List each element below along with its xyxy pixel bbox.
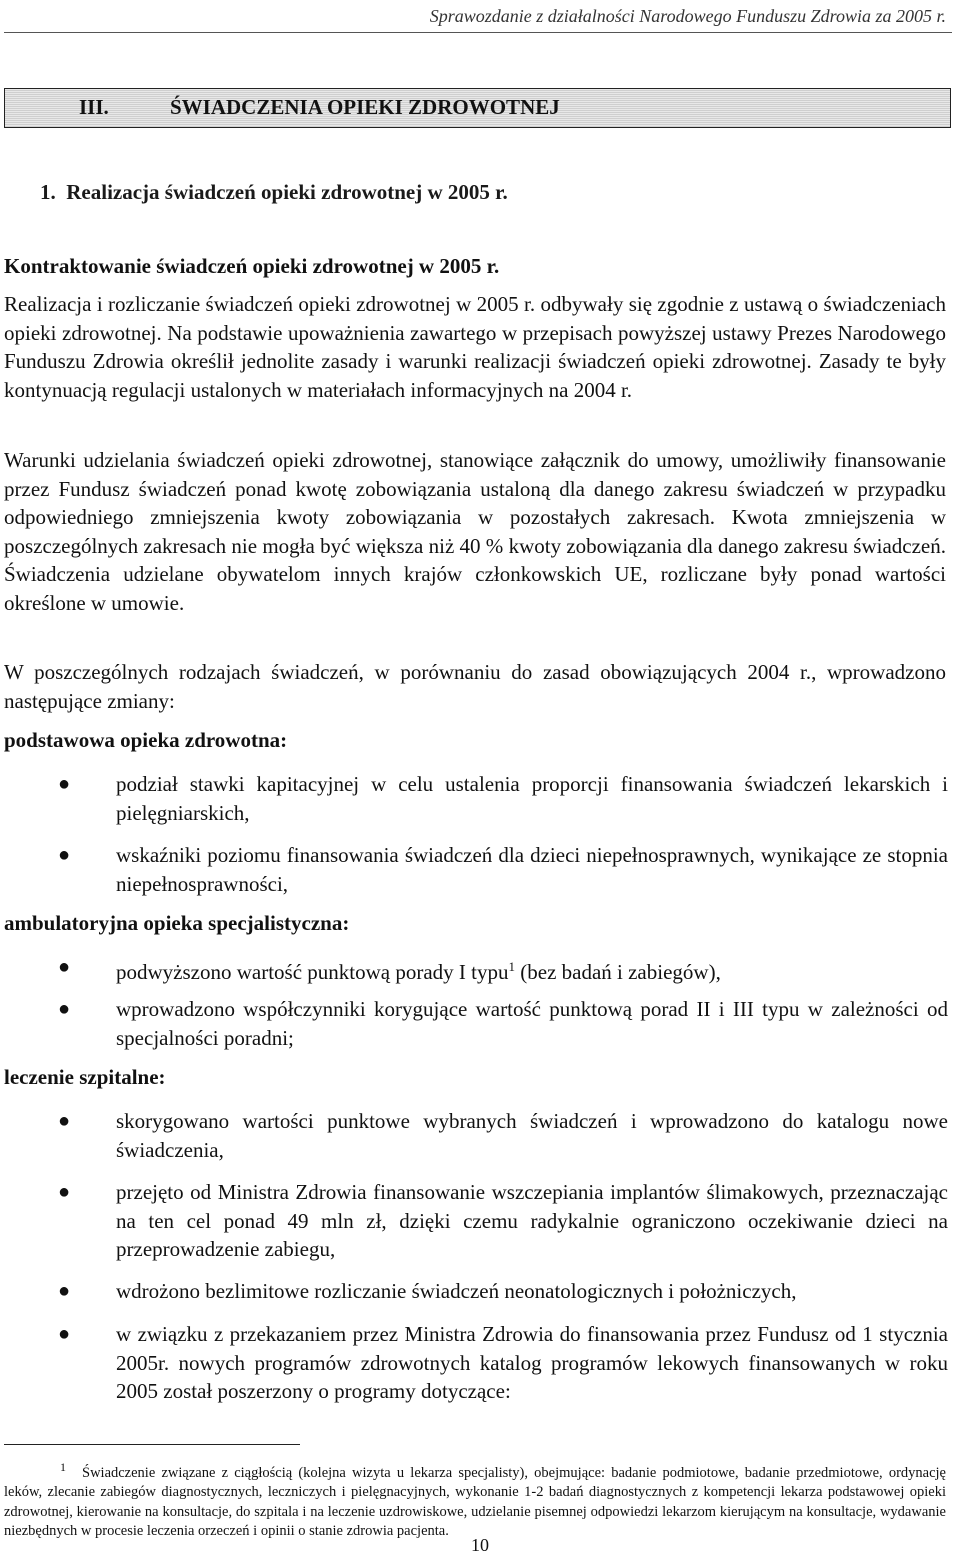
category-label-aos: ambulatoryjna opieka specjalistyczna: (4, 911, 350, 935)
bullet-icon: ● (58, 998, 71, 1020)
footnote-separator (4, 1444, 300, 1445)
chapter-number: III. (79, 95, 109, 119)
paragraph-1: Realizacja i rozliczanie świadczeń opieki zdrowotnej w 2005 r. odbywały się zgodnie z ustawą o świadczeniach opieki zdrowotnej. Na podstawie upoważnienia zawartego w przepisach powyższej ustawy Prezes Narodowego Funduszu Zdrowia określił jednolite zasady i warunki realizacji świadczeń opieki zdrowotnej. Zasady te były kontynuacją regulacji ustalonych w materiałach informacyjnych na 2004 r. (4, 292, 946, 402)
chapter-title: ŚWIADCZENIA OPIEKI ZDROWOTNEJ (170, 95, 560, 119)
subheading: Kontraktowanie świadczeń opieki zdrowotnej w 2005 r. (4, 254, 500, 278)
footnote-mark: 1 (60, 1460, 66, 1474)
list-item-text: przejęto od Ministra Zdrowia finansowanie wszczepiania implantów ślimakowych, przeznaczając na ten cel ponad 49 mln zł, dzięki czemu radykalnie ograniczono oczekiwanie dzieci na przeprowadzenie zabiegu, (116, 1180, 948, 1261)
list-item-text (116, 953, 948, 987)
category-label-poz: podstawowa opieka zdrowotna: (4, 728, 288, 752)
page-number: 10 (471, 1535, 489, 1555)
list-item-text: w związku z przekazaniem przez Ministra Zdrowia do finansowania przez Fundusz od 1 stycznia 2005r. nowych programów zdrowotnych katalog programów lekowych finansowanych w roku 2005 został poszerzony o programy dotyczące: (116, 1322, 948, 1403)
bullet-icon: ● (58, 844, 71, 866)
list-item-text: skorygowano wartości punktowe wybranych świadczeń i wprowadzono do katalogu nowe świadczenia, (116, 1109, 948, 1162)
category-label-szpital: leczenie szpitalne: (4, 1065, 166, 1089)
bullet-icon: ● (58, 1110, 71, 1132)
bullet-icon: ● (58, 1280, 71, 1302)
list-item-text: podział stawki kapitacyjnej w celu ustalenia proporcji finansowania świadczeń lekarskich i pielęgniarskich, (116, 772, 948, 825)
list-item-text-part: podwyższono wartość punktową porady I typu (116, 960, 509, 984)
section-title: 1. Realizacja świadczeń opieki zdrowotnej w 2005 r. (40, 180, 508, 204)
list-item-text-part: (bez badań i zabiegów), (515, 960, 721, 984)
paragraph-3: W poszczególnych rodzajach świadczeń, w porównaniu do zasad obowiązujących 2004 r., wprowadzono następujące zmiany: (4, 660, 946, 713)
bullet-icon: ● (58, 1323, 71, 1345)
header-rule (4, 32, 952, 33)
chapter-heading-box (4, 88, 951, 128)
footnote-reference: 1 (508, 959, 515, 974)
running-header: Sprawozdanie z działalności Narodowego Funduszu Zdrowia za 2005 r. (429, 6, 946, 26)
list-item-text: wdrożono bezlimitowe rozliczanie świadczeń neonatologicznych i położniczych, (116, 1279, 797, 1303)
list-item-text: wprowadzono współczynniki korygujące wartość punktową porad II i III typu w zależności od specjalności poradni; (116, 997, 948, 1050)
bullet-icon: ● (58, 956, 71, 978)
bullet-icon: ● (58, 773, 71, 795)
paragraph-2: Warunki udzielania świadczeń opieki zdrowotnej, stanowiące załącznik do umowy, umożliwiły finansowanie przez Fundusz świadczeń ponad kwotę zobowiązania ustaloną dla danego zakresu świadczeń w przypadku odpowiedniego zmniejszenia kwoty zobowiązania w pozostałych zakresach. Kwota zmniejszenia w poszczególnych zakresach nie mogła być większa niż 40 % kwoty zobowiązania dla danego zakresu świadczeń. Świadczenia udzielane obywatelom innych krajów członkowskich UE, rozliczane były ponad wartości określone w umowie. (4, 448, 946, 615)
footnote-text: Świadczenie związane z ciągłością (kolejna wizyta u lekarza specjalisty), obejmujące: badanie podmiotowe, badanie przedmiotowe, ordynację leków, zlecanie zabiegów diagnostycznych, leczniczych i pielęgnacyjnych, wykonanie 1-2 badań diagnostycznych z kompetencji lekarza podstawowej opieki zdrowotnej, kierowanie na konsultacje, do szpitala i na leczenie uzdrowiskowe, udzielanie pisemnej odpowiedzi lekarzom kierującym na konsultacje, wydawanie niezbędnych w procesie leczenia orzeczeń i opinii o stanie zdrowia pacjenta. (4, 1464, 946, 1540)
list-item-text: wskaźniki poziomu finansowania świadczeń dla dzieci niepełnosprawnych, wynikające ze stopnia niepełnosprawności, (116, 843, 948, 896)
bullet-icon: ● (58, 1181, 71, 1203)
footnote (4, 1458, 946, 1542)
